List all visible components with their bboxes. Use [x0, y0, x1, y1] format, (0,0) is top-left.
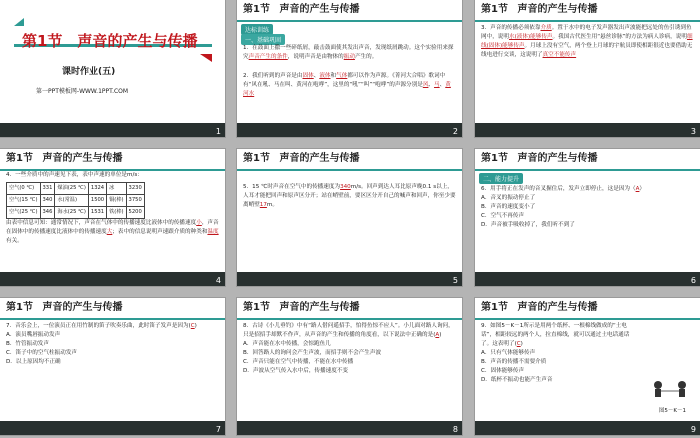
topic-label: 声音的产生与传播: [517, 4, 598, 15]
table-cell: 冰: [107, 183, 126, 195]
table-cell: 346: [40, 207, 55, 219]
table-cell: 铜(棒): [107, 195, 126, 207]
table-cell: 铁(棒): [107, 207, 126, 219]
table-cell: 1324: [88, 183, 106, 195]
section-label: 第1节: [481, 4, 508, 15]
slide-number-bar: [475, 421, 700, 435]
table-cell: 煤油(25 ℃): [55, 183, 89, 195]
question-8: 8．古诗《小儿垂钓》中有“路人借问遥招手，怕得鱼惊不应人”。小儿面对路人询问，只是招招手却默不作声，从声音的产生和传播的角度看，以下说法中正确的是(A) A．声音能在水中传播，会惊跑鱼儿 B．回答路人的询问会产生声波，而招手则不会产生声波 C．声音只能在空气中传播，不能在水中传播 D．声波从空气传入水中后，传播速度不变: [243, 322, 456, 376]
option: C．空气不再传声: [481, 213, 525, 219]
table-cell: 海水(25 ℃): [55, 207, 89, 219]
option: B．声音的传播不需要介质: [481, 359, 547, 365]
sound-speed-table: [6, 182, 145, 219]
option: B．回答路人的询问会产生声波，而招手则不会产生声波: [243, 350, 382, 356]
table-row: [7, 183, 145, 195]
slide-number-bar: [0, 123, 225, 137]
slide-number-bar: [237, 123, 462, 137]
option: B．声音的速度变小了: [481, 204, 536, 210]
slide-7[interactable]: [0, 298, 225, 435]
table-cell: 340: [40, 195, 55, 207]
question-3: 3．声音的传播必须依靠介质。置于水中的电子发声器发出声波能把远处的鱼引诱到鱼网中，说明水(液体)能够传声。我国古代医生用“悬丝诊脉”的方法为病人诊病，说明细线(固体)能够传声。月球上没有空气，两个登上月球的宇航员即使相距很近也要借助无线电进行交谈，这说明了真空不能传声: [481, 25, 693, 58]
option: C．声音只能在空气中传播，不能在水中传播: [243, 359, 354, 365]
slide-number-bar: [237, 272, 462, 286]
slide-number: 8: [452, 425, 458, 434]
option: D．纸杯不振动也能产生声音: [481, 377, 553, 383]
section-label: 第1节: [243, 302, 270, 313]
section-label: 第1节: [243, 4, 270, 15]
option: C．笛子中的空气柱振动发声: [6, 350, 78, 356]
table-cell: 水(常温): [55, 195, 89, 207]
slide-number: 2: [452, 127, 458, 136]
section-label: 第1节: [481, 153, 508, 164]
slide-header: [237, 298, 462, 320]
slide-9[interactable]: [475, 298, 700, 435]
slide-number: 1: [215, 127, 221, 136]
topic-label: 声音的产生与传播: [279, 302, 360, 313]
slide-title: 第1节 声音的产生与传播: [22, 32, 198, 50]
slide-subtitle: 课时作业(五): [62, 67, 116, 77]
table-cell: 1531: [88, 207, 106, 219]
slide-6[interactable]: [475, 149, 700, 286]
slide-header: [0, 298, 225, 320]
question-5: 5．15 ℃时声音在空气中的传播速度为340m/s。回声到达人耳比原声晚0.1 s以上，人耳才能把回声和原声区分开；站在峭壁前，要区区分开自己的喊声和回声，你至少要离峭壁17m。: [243, 184, 456, 208]
section-label: 第1节: [6, 153, 33, 164]
slide-footer-text: 第一PPT模板网-WWW.1PPT.COM: [36, 88, 129, 95]
table-cell: 空气(25 ℃): [7, 207, 41, 219]
slide-number: 3: [690, 127, 696, 136]
slide-header: [475, 149, 700, 171]
slide-header: [475, 298, 700, 320]
slide-number-bar: [0, 421, 225, 435]
slide-number: 5: [452, 276, 458, 285]
slide-number: 7: [215, 425, 221, 434]
option: B．竹管振动发声: [6, 341, 49, 347]
table-cell: 3750: [126, 195, 144, 207]
table-row: [7, 195, 145, 207]
slide-number-bar: [475, 123, 700, 137]
option: C．固体能够传声: [481, 368, 525, 374]
table-cell: 331: [40, 183, 55, 195]
slide-header: [475, 0, 700, 22]
slide-number: 4: [215, 276, 221, 285]
slide-4[interactable]: [0, 149, 225, 286]
question-7: 7．音乐会上，一位演员正在用竹制的笛子吹奏乐曲，此时笛子发声是因为(C) A．演员嘴唇振动发声 B．竹管振动发声 C．笛子中的空气柱振动发声 D．以上原因均不正确: [6, 322, 219, 367]
question-9: 9．如图5－K－1所示是用两个纸杯、一根棉线做成的“土电话”，相距较远的两个人，拉直棉线，就可以通过土电话通话了。这表明了(C) A．只有气体能够传声 B．声音的传播不需要介质 C．固体能够传声 D．纸杯不振动也能产生声音: [481, 322, 640, 385]
section-label: 第1节: [481, 302, 508, 313]
question-1: 1．在鼓面上撒一些碎纸屑，敲击鼓面使其发出声音，发现纸屑跳动。这个实验用来探究声音产生的条件，说明声音是由物体的振动产生的。: [243, 45, 454, 60]
slide-1[interactable]: [0, 0, 225, 137]
table-cell: 空气(0 ℃): [7, 183, 41, 195]
slide-3[interactable]: [475, 0, 700, 137]
topic-label: 声音的产生与传播: [517, 302, 598, 313]
option: D．声波从空气传入水中后，传播速度不变: [243, 368, 348, 374]
section-label: 第1节: [243, 153, 270, 164]
option: D．声音被手吸收掉了，我们听不到了: [481, 222, 575, 228]
topic-label: 声音的产生与传播: [517, 153, 598, 164]
slide-header: [237, 149, 462, 171]
question-2: 2．我们听到的声音是由固体、液体和气体都可以作为声源。《菁河大合唱》歌词中有“风在吼、马在叫、黄河在咆哮”，这里的“吼”“叫”“咆哮”的声源分别是风、马、黄河水: [243, 73, 451, 97]
slide-number-bar: [237, 421, 462, 435]
slide-number: 9: [690, 425, 696, 434]
table-row: [7, 207, 145, 219]
section-tag: 二、能力提升: [479, 173, 523, 184]
table-cell: 1500: [88, 195, 106, 207]
table-cell: 3230: [126, 183, 144, 195]
option: A．只有气体能够传声: [481, 350, 536, 356]
slide-5[interactable]: [237, 149, 462, 286]
section-label: 第1节: [6, 302, 33, 313]
slide-8[interactable]: [237, 298, 462, 435]
section-tag: 一、基础巩固: [241, 34, 285, 45]
topic-label: 声音的产生与传播: [279, 153, 360, 164]
option: A．声音能在水中传播，会惊跑鱼儿: [243, 341, 331, 347]
slide-number: 6: [690, 276, 696, 285]
table-cell: 5200: [126, 207, 144, 219]
slide-number-bar: [475, 272, 700, 286]
option: A．演员嘴唇振动发声: [6, 332, 61, 338]
topic-label: 声音的产生与传播: [42, 302, 123, 313]
slide-number-bar: [0, 272, 225, 286]
slide-header: [237, 0, 462, 22]
option: A．音叉的振动停止了: [481, 195, 536, 201]
option: D．以上原因均不正确: [6, 359, 61, 365]
figure-caption: 图5－K－1: [658, 408, 686, 414]
practice-tag: 达标训练: [241, 24, 273, 35]
question-6: 6．用手将正在发声的音叉握住后，发声立即停止，这是因为（A） A．音叉的振动停止了 B．声音的速度变小了 C．空气不再传声 D．声音被手吸收掉了，我们听不到了: [481, 185, 694, 230]
topic-label: 声音的产生与传播: [279, 4, 360, 15]
topic-label: 声音的产生与传播: [42, 153, 123, 164]
tin-can-telephone-figure: [650, 376, 690, 406]
question-4: 4．一些介质中的声速见下表，表中声速的单位是m/s： 空气(0 ℃) 331 煤油(25 ℃) 1324 冰 3230 空气(15 ℃) 340 水(常温) 1500 铜(棒) 3750 空气(25 ℃) 346 海水(25 ℃) 1531 铁(棒) 5200 由表中信息可知：通常情况下，声音在气体中的传播速度比液体中的传播速度小，声音在固体中的传播速度比液体中的传播速度大；表中的信息说明声速跟介质的种类和温度有关。: [6, 172, 219, 244]
slide-header: [0, 149, 225, 171]
slide-2[interactable]: [237, 0, 462, 137]
table-cell: 空气(15 ℃): [7, 195, 41, 207]
